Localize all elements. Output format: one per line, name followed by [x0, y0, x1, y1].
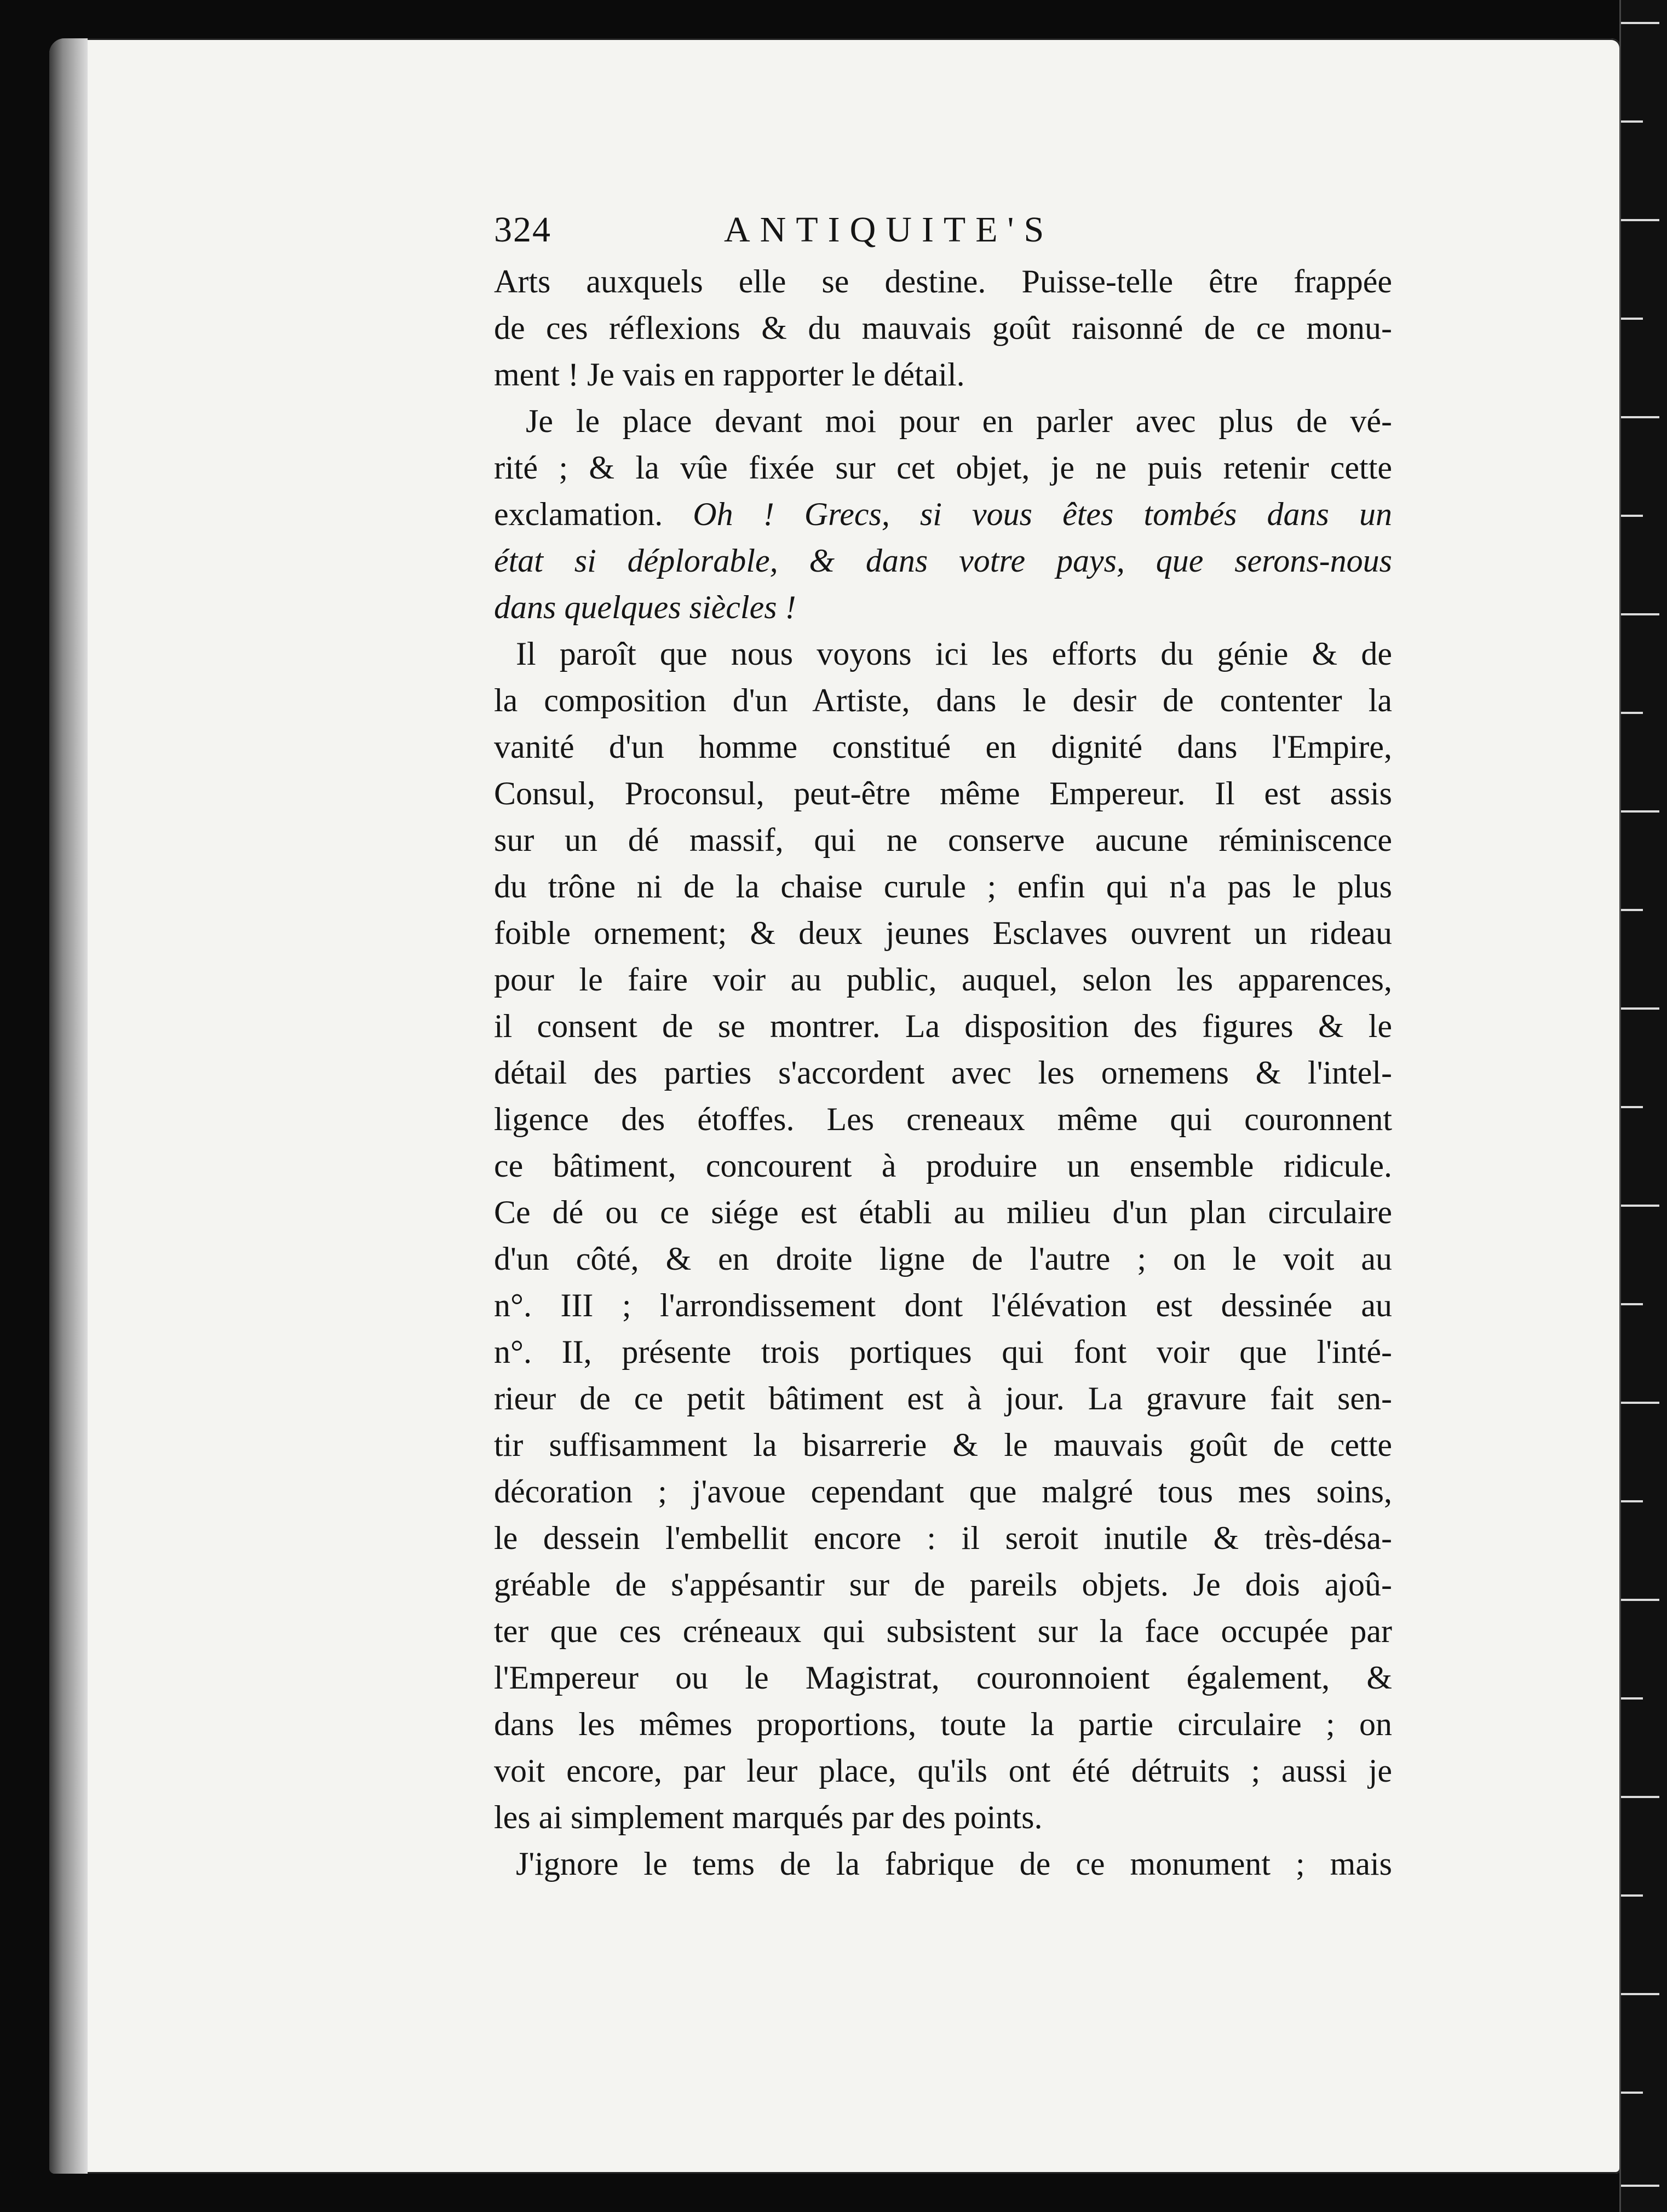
text-line-mixed — [494, 491, 1392, 538]
text-line: pour le faire voir au public, auquel, selon les apparences, — [494, 961, 1392, 998]
ruler-tick — [1621, 2185, 1659, 2187]
italic-line: état si déplorable, & dans votre pays, que serons-nous — [494, 543, 1392, 579]
text-line: Consul, Proconsul, peut-être même Empereur. Il est assis — [494, 775, 1392, 811]
ruler-tick — [1621, 318, 1643, 320]
page-gutter-edge — [49, 38, 88, 2174]
ruler-tick — [1621, 22, 1659, 24]
text-line: de ces réflexions & du mauvais goût raisonné de ce monu- — [494, 310, 1392, 346]
text-line: la composition d'un Artiste, dans le desir de contenter la — [494, 682, 1392, 718]
text-line: les ai simplement marqués par des points. — [494, 1799, 1043, 1835]
italic-line: dans quelques siècles ! — [494, 589, 796, 625]
text-line: gréable de s'appésantir sur de pareils objets. Je dois ajoû- — [494, 1566, 1392, 1603]
text-line: l'Empereur ou le Magistrat, couronnoient également, & — [494, 1660, 1392, 1696]
exclamation-label: exclamation. — [494, 496, 663, 532]
text-line: rieur de ce petit bâtiment est à jour. La gravure fait sen- — [494, 1380, 1392, 1416]
text-line: du trône ni de la chaise curule ; enfin qui n'a pas le plus — [494, 868, 1392, 905]
ruler-tick — [1621, 1697, 1643, 1700]
text-line: le dessein l'embellit encore : il seroit inutile & très-désa- — [494, 1520, 1392, 1556]
text-line: Ce dé ou ce siége est établi au milieu d'un plan circulaire — [494, 1194, 1392, 1230]
text-line: dans les mêmes proportions, toute la partie circulaire ; on — [494, 1706, 1392, 1742]
page-number: 324 — [494, 210, 551, 250]
ruler-tick — [1621, 2092, 1643, 2094]
text-line: détail des parties s'accordent avec les ornemens & l'intel- — [494, 1055, 1392, 1091]
text-line: tir suffisamment la bisarrerie & le mauvais goût de cette — [494, 1427, 1392, 1463]
text-line: Il paroît que nous voyons ici les efforts du génie & de — [516, 636, 1392, 672]
ruler-tick — [1621, 1402, 1659, 1404]
text-line: Arts auxquels elle se destine. Puisse-telle être frappée — [494, 263, 1392, 299]
text-line: n°. II, présente trois portiques qui font voir que l'inté- — [494, 1334, 1392, 1370]
text-line: voit encore, par leur place, qu'ils ont été détruits ; aussi je — [494, 1753, 1392, 1789]
text-line: sur un dé massif, qui ne conserve aucune réminiscence — [494, 822, 1392, 858]
text-line: il consent de se montrer. La disposition des figures & le — [494, 1008, 1392, 1044]
ruler-tick — [1621, 1599, 1659, 1601]
page-header — [494, 209, 1392, 255]
ruler-tick — [1621, 613, 1659, 615]
text-line: Je le place devant moi pour en parler avec plus de vé- — [526, 403, 1392, 439]
ruler-tick — [1621, 810, 1659, 813]
text-line: rité ; & la vûe fixée sur cet objet, je ne puis retenir cette — [494, 450, 1392, 486]
ruler-tick — [1621, 1500, 1643, 1502]
page-text-block — [494, 209, 1392, 1887]
ruler-tick — [1621, 120, 1643, 123]
ruler-tick — [1621, 1106, 1643, 1108]
italic-exclamation: Oh ! Grecs, si vous êtes tombés dans un — [693, 496, 1392, 532]
ruler-tick — [1621, 1993, 1659, 1995]
text-line: ter que ces créneaux qui subsistent sur la face occupée par — [494, 1613, 1392, 1649]
text-line: d'un côté, & en droite ligne de l'autre ; on le voit au — [494, 1241, 1392, 1277]
ruler-tick — [1621, 1796, 1659, 1798]
ruler-tick — [1621, 416, 1659, 418]
ruler-tick — [1621, 515, 1643, 517]
text-line: vanité d'un homme constitué en dignité dans l'Empire, — [494, 729, 1392, 765]
ruler-tick — [1621, 1007, 1659, 1010]
text-line: ment ! Je vais en rapporter le détail. — [494, 356, 965, 393]
text-line: foible ornement; & deux jeunes Esclaves ouvrent un rideau — [494, 915, 1392, 951]
scan-ruler — [1619, 0, 1667, 2212]
ruler-tick — [1621, 712, 1643, 714]
ruler-tick — [1621, 1205, 1659, 1207]
ruler-tick — [1621, 1303, 1643, 1305]
ruler-tick — [1621, 1894, 1643, 1897]
ruler-tick — [1621, 219, 1659, 221]
text-line: ligence des étoffes. Les creneaux même qui couronnent — [494, 1101, 1392, 1137]
running-head: ANTIQUITE'S — [724, 210, 1054, 250]
text-line: ce bâtiment, concourent à produire un ensemble ridicule. — [494, 1148, 1392, 1184]
text-line: n°. III ; l'arrondissement dont l'élévation est dessinée au — [494, 1287, 1392, 1323]
ruler-tick — [1621, 909, 1643, 911]
text-line: décoration ; j'avoue cependant que malgré tous mes soins, — [494, 1473, 1392, 1510]
text-line: J'ignore le tems de la fabrique de ce monument ; mais — [516, 1846, 1392, 1882]
